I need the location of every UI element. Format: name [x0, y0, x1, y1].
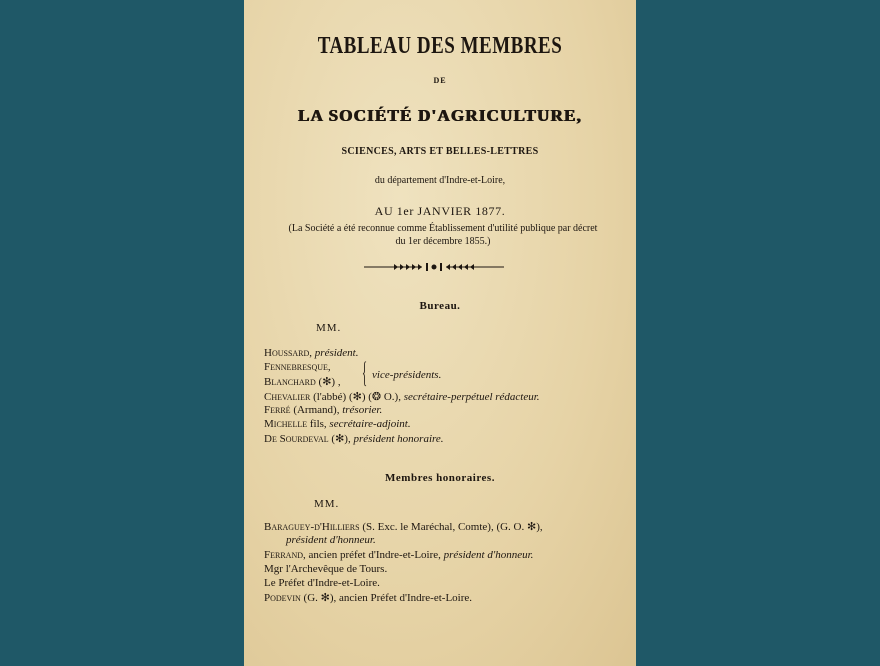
list-item: Blanchard (✻) , — [264, 376, 341, 388]
ornament-divider-icon — [364, 262, 504, 272]
department-line: du département d'Indre-et-Loire, — [374, 175, 506, 186]
title-connector: DE — [433, 76, 447, 85]
vice-presidents-role: vice-présidents. — [372, 369, 442, 381]
list-item: Chevalier (l'abbé) (✻) (❂ O.), secrétaire-perpétuel rédacteur. — [264, 391, 540, 403]
bureau-heading: Bureau. — [419, 300, 461, 312]
list-item: Houssard, président. — [264, 347, 359, 359]
list-item: De Sourdeval (✻), président honoraire. — [264, 433, 444, 445]
society-subtitle: SCIENCES, ARTS ET BELLES-LETTRES — [341, 146, 539, 157]
note-line-1: (La Société a été reconnue comme Établissement d'utilité publique par décret — [288, 223, 598, 234]
bureau-mm: MM. — [316, 322, 342, 334]
list-item: Michelle fils, secrétaire-adjoint. — [264, 418, 411, 430]
list-item: président d'honneur. — [286, 534, 376, 546]
list-item: Mgr l'Archevêque de Tours. — [264, 563, 388, 575]
list-item: Podevin (G. ✻), ancien Préfet d'Indre-et-Loire. — [264, 592, 473, 604]
list-item: Fennebresque, — [264, 361, 331, 373]
honoraires-mm: MM. — [314, 498, 340, 510]
document-page — [244, 0, 636, 666]
list-item: Ferré (Armand), trésorier. — [264, 404, 383, 416]
list-item: Baraguey-d'Hilliers (S. Exc. le Maréchal, Comte), (G. O. ✻), — [264, 521, 543, 533]
note-line-2: du 1er décembre 1855.) — [395, 236, 491, 247]
page-title: TABLEAU DES MEMBRES — [317, 33, 563, 60]
honoraires-heading: Membres honoraires. — [385, 472, 495, 484]
society-name: LA SOCIÉTÉ D'AGRICULTURE, — [298, 106, 582, 125]
list-item: Ferrand, ancien préfet d'Indre-et-Loire, président d'honneur. — [264, 549, 534, 561]
recognition-note — [258, 222, 628, 248]
date-line: AU 1er JANVIER 1877. — [374, 204, 506, 218]
list-item: Le Préfet d'Indre-et-Loire. — [264, 577, 380, 589]
brace-icon: { — [362, 356, 368, 389]
